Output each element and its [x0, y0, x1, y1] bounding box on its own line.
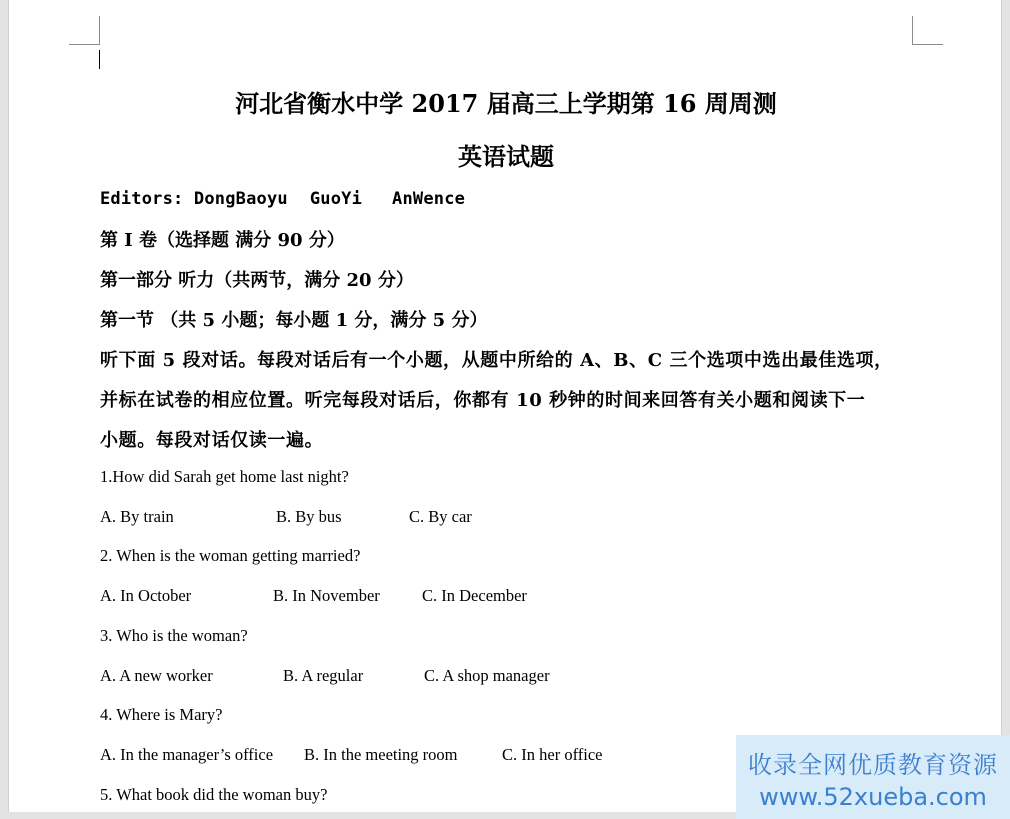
instruction-line: 并标在试卷的相应位置。听完每段对话后，你都有 10 秒钟的时间来回答有关小题和阅读下一 — [100, 390, 866, 411]
volume-heading: 第 I 卷（选择题 满分 90 分） — [100, 230, 345, 251]
document-title: 河北省衡水中学 2017 届高三上学期第 16 周周测 — [235, 89, 777, 118]
option-c: C. By car — [409, 507, 472, 526]
option-a: A. In October — [100, 586, 192, 605]
watermark-banner — [736, 735, 1010, 819]
option-c: C. In her office — [502, 745, 603, 764]
editors-label: Editors: DongBaoyu — [100, 189, 288, 209]
document-subtitle: 英语试题 — [458, 142, 554, 171]
option-b: B. A regular — [283, 666, 364, 685]
page-corner-mark-left — [69, 16, 100, 45]
editor-name: GuoYi — [309, 189, 363, 209]
editors-line — [100, 189, 465, 209]
option-a: A. By train — [100, 507, 174, 526]
question-stem: 4. Where is Mary? — [100, 705, 223, 724]
option-b: B. By bus — [276, 507, 342, 526]
option-a: A. In the manager’s office — [100, 745, 274, 764]
question-stem: 5. What book did the woman buy? — [100, 785, 328, 804]
watermark-url: www.52xueba.com — [759, 783, 987, 811]
watermark-slogan: 收录全网优质教育资源 — [748, 751, 998, 779]
question-stem: 3. Who is the woman? — [100, 626, 248, 645]
instruction-line: 听下面 5 段对话。每段对话后有一个小题，从题中所给的 A、B、C 三个选项中选出最佳选项， — [100, 350, 893, 371]
section-heading: 第一节 （共 5 小题；每小题 1 分，满分 5 分） — [100, 310, 488, 331]
part-heading: 第一部分 听力（共两节，满分 20 分） — [100, 270, 414, 291]
option-a: A. A new worker — [100, 666, 213, 685]
option-c: C. A shop manager — [424, 666, 550, 685]
question-stem: 1.How did Sarah get home last night? — [100, 467, 349, 486]
text-cursor — [99, 50, 100, 69]
editor-name: AnWence — [392, 189, 466, 209]
document-page[interactable] — [8, 0, 1002, 812]
page-corner-mark-right — [912, 16, 943, 45]
question-stem: 2. When is the woman getting married? — [100, 546, 361, 565]
option-b: B. In the meeting room — [304, 745, 458, 764]
option-b: B. In November — [273, 586, 380, 605]
option-c: C. In December — [422, 586, 527, 605]
instruction-line: 小题。每段对话仅读一遍。 — [100, 430, 324, 451]
